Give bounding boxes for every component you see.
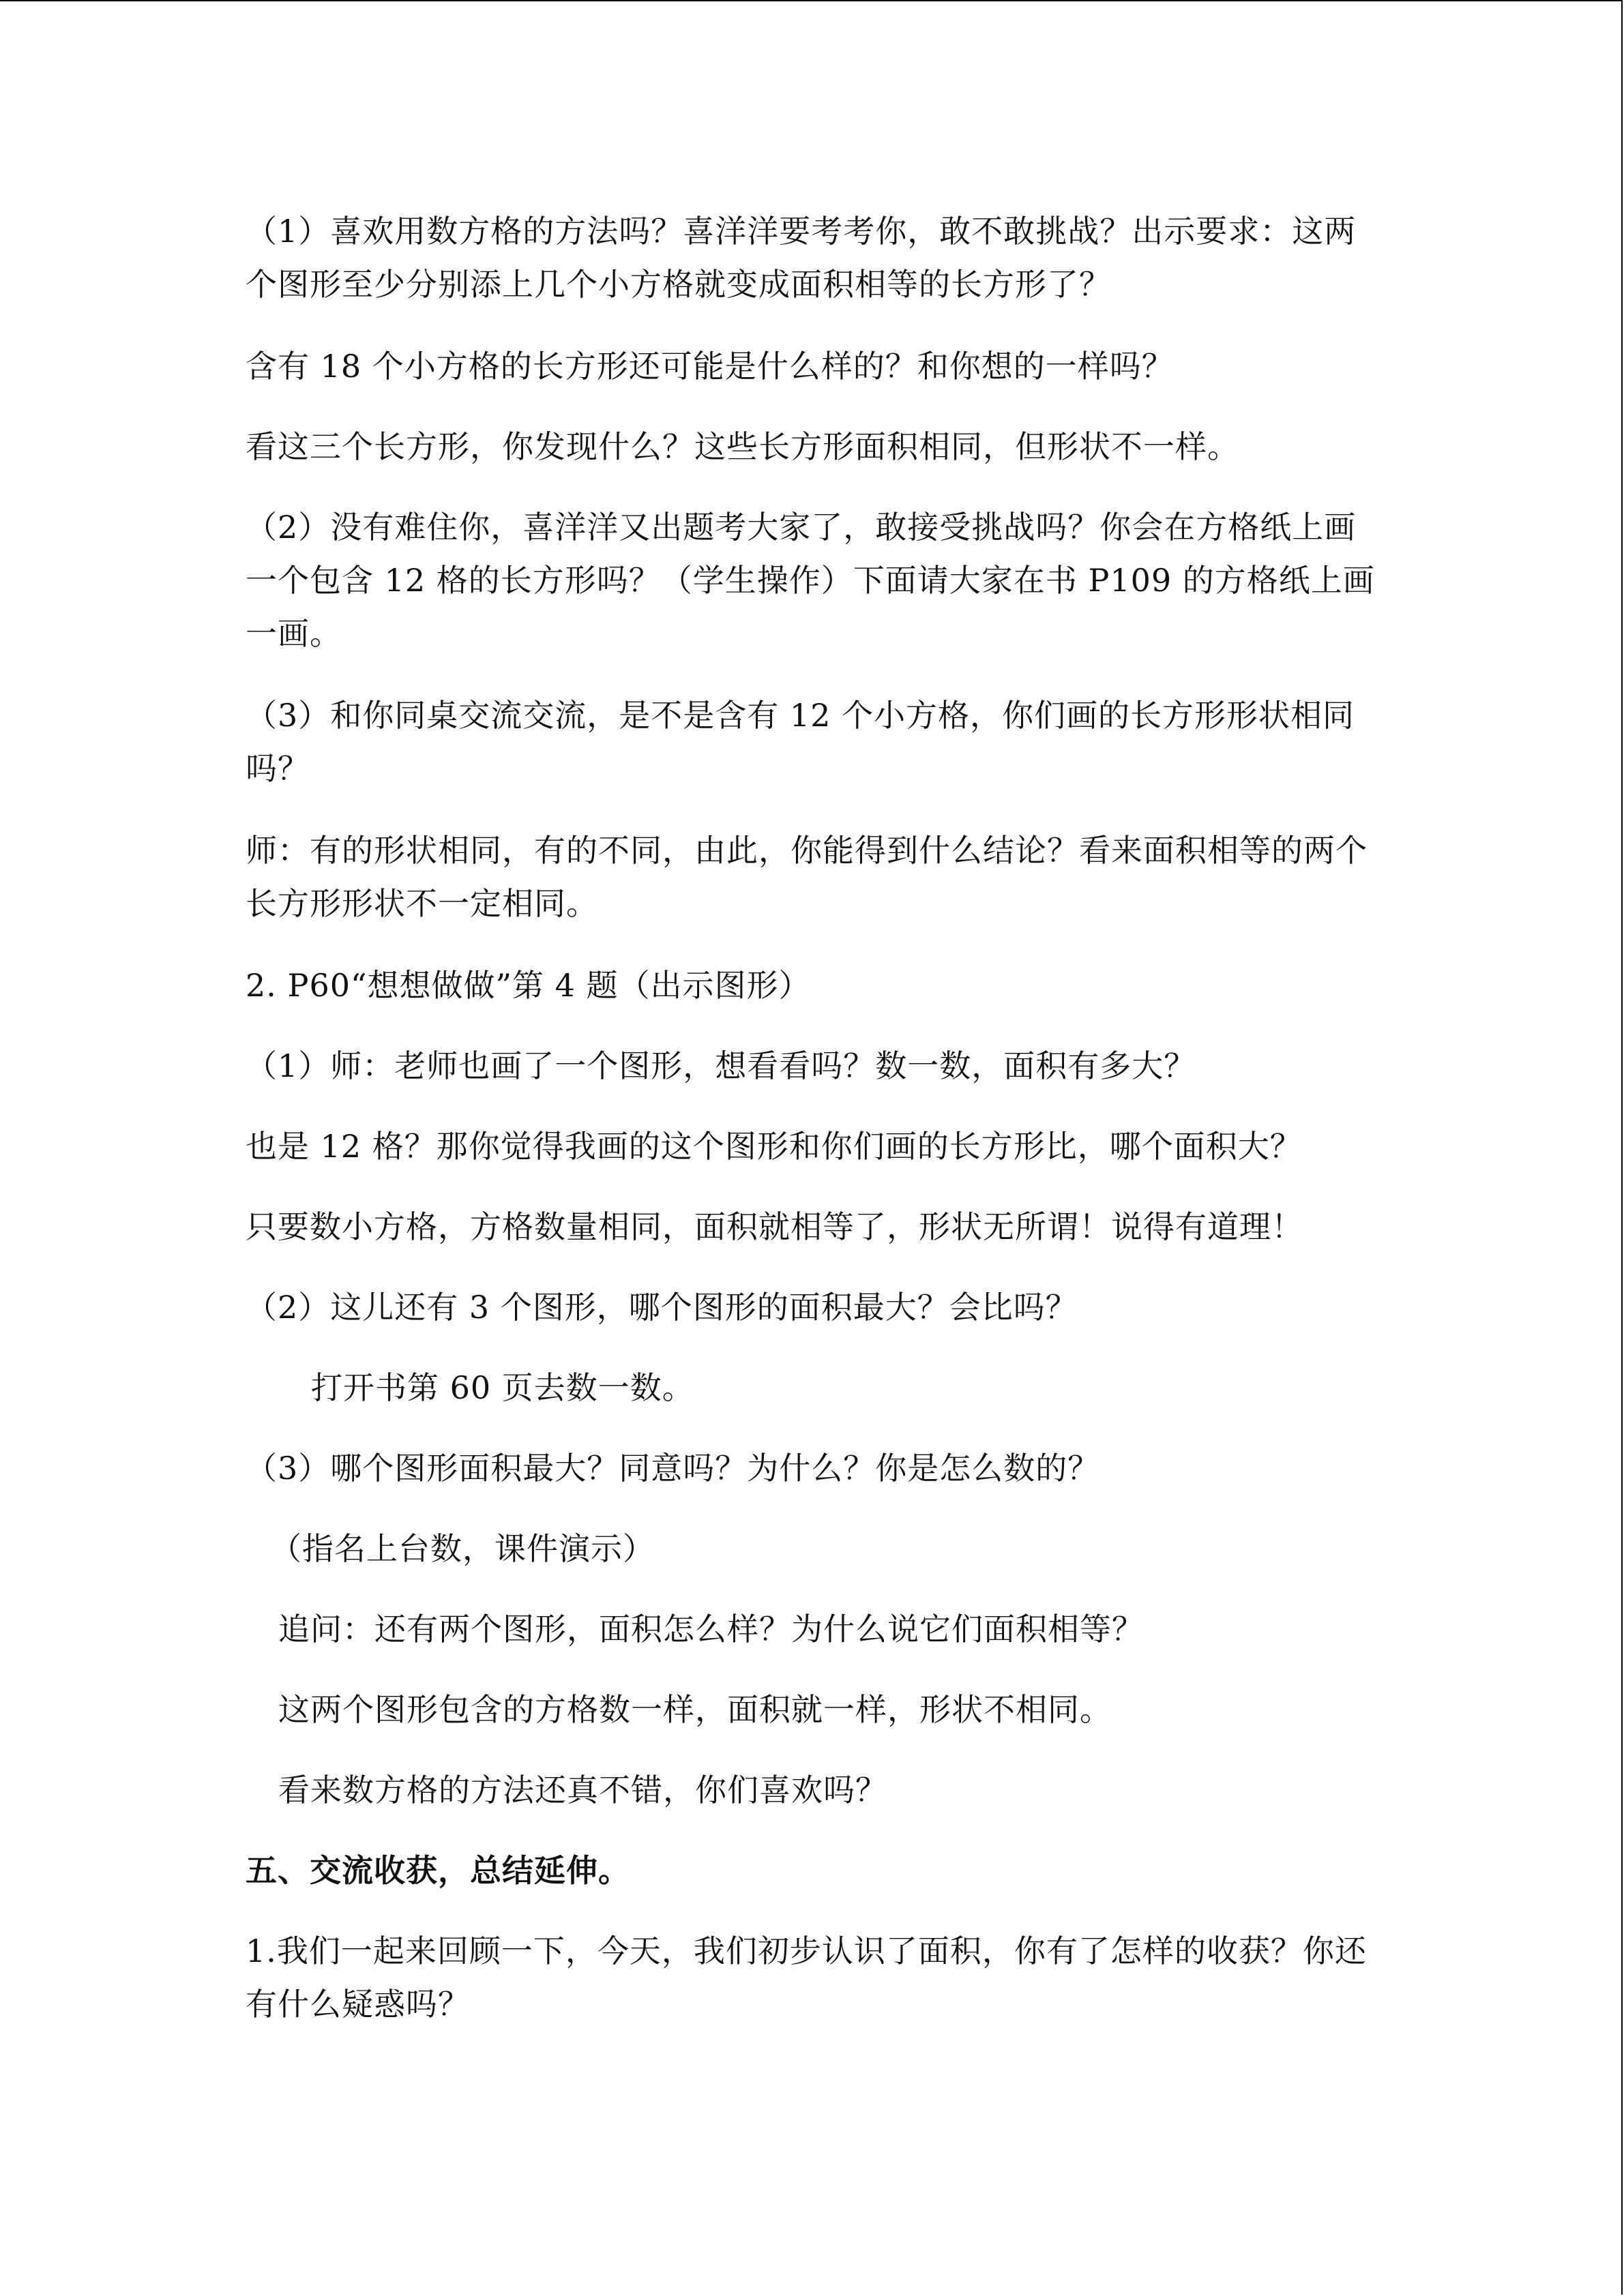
paragraph-10: 只要数小方格，方格数量相同，面积就相等了，形状无所谓！说得有道理！ <box>246 1208 1303 1245</box>
paragraph-19: 1.我们一起来回顾一下，今天，我们初步认识了面积，你有了怎样的收获？你还有什么疑惑吗？ <box>246 1933 1367 2023</box>
paragraph-2: 含有 18 个小方格的长方形还可能是什么样的？和你想的一样吗？ <box>246 348 1174 385</box>
paragraph-7: 2. P60“想想做做”第 4 题（出示图形） <box>246 967 811 1004</box>
paragraph-5: （3）和你同桌交流交流，是不是含有 12 个小方格，你们画的长方形形状相同吗？ <box>246 697 1355 787</box>
paragraph-15: 追问：还有两个图形，面积怎么样？为什么说它们面积相等？ <box>278 1611 1144 1648</box>
paragraph-12: 打开书第 60 页去数一数。 <box>311 1369 694 1406</box>
paragraph-14: （指名上台数，课件演示） <box>270 1530 655 1567</box>
paragraph-17: 看来数方格的方法还真不错，你们喜欢吗？ <box>278 1772 887 1808</box>
paragraph-13: （3）哪个图形面积最大？同意吗？为什么？你是怎么数的？ <box>246 1450 1100 1487</box>
paragraph-6: 师：有的形状相同，有的不同，由此，你能得到什么结论？看来面积相等的两个长方形形状不一定相同。 <box>246 832 1368 922</box>
section-heading: 五、交流收获，总结延伸。 <box>246 1852 630 1889</box>
paragraph-16: 这两个图形包含的方格数一样，面积就一样，形状不相同。 <box>278 1691 1112 1728</box>
paragraph-4: （2）没有难住你，喜洋洋又出题考大家了，敢接受挑战吗？你会在方格纸上画一个包含 12 格的长方形吗？（学生操作）下面请大家在书 P109 的方格纸上画一画。 <box>246 509 1375 652</box>
paragraph-8: （1）师：老师也画了一个图形，想看看吗？数一数，面积有多大？ <box>246 1047 1196 1084</box>
paragraph-11: （2）这儿还有 3 个图形，哪个图形的面积最大？会比吗？ <box>246 1289 1078 1326</box>
paragraph-9: 也是 12 格？那你觉得我画的这个图形和你们画的长方形比，哪个面积大？ <box>246 1128 1302 1165</box>
paragraph-3: 看这三个长方形，你发现什么？这些长方形面积相同，但形状不一样。 <box>246 428 1239 465</box>
paragraph-1: （1）喜欢用数方格的方法吗？喜洋洋要考考你，敢不敢挑战？出示要求：这两个图形至少分别添上几个小方格就变成面积相等的长方形了？ <box>246 213 1357 303</box>
